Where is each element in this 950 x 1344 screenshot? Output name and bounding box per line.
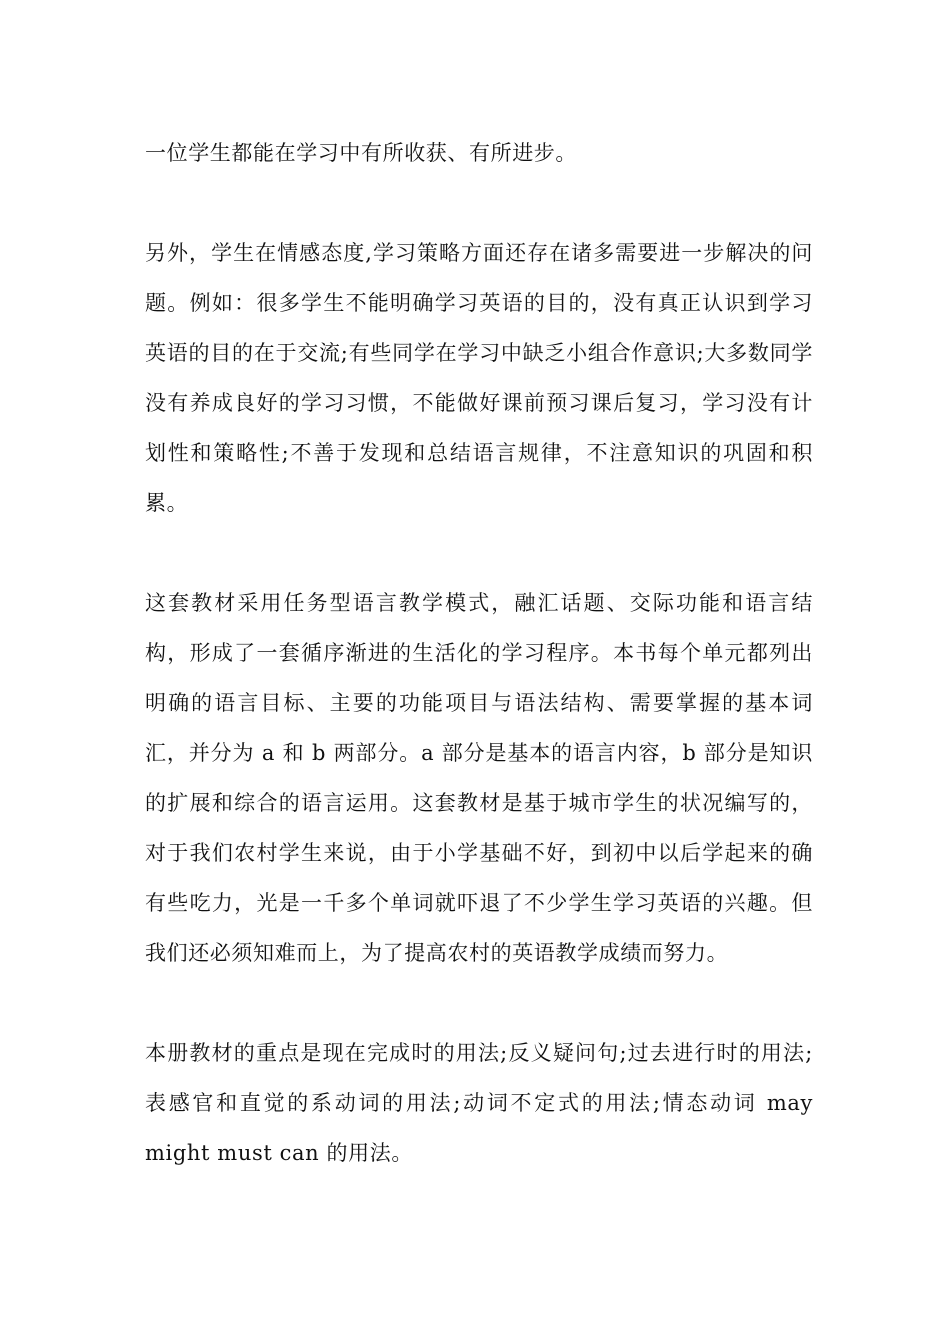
- paragraph-continuation: 一位学生都能在学习中有所收获、有所进步。: [145, 141, 577, 165]
- paragraph-student-attitudes: 另外，学生在情感态度,学习策略方面还存在诸多需要进一步解决的问题。例如：很多学生不能明确学习英语的目的，没有真正认识到学习英语的目的在于交流;有些同学在学习中缺乏小组合作意识;大多数同学没有养成良好的学习习惯，不能做好课前预习课后复习，学习没有计划性和策略性;不善于发现和总结语言规律，不注意知识的巩固和积累。: [145, 241, 813, 515]
- paragraph-textbook-focus: 本册教材的重点是现在完成时的用法;反义疑问句;过去进行时的用法;表感官和直觉的系动词的用法;动词不定式的用法;情态动词 may might must can 的用法。: [145, 1041, 813, 1165]
- paragraph-textbook-overview: 这套教材采用任务型语言教学模式，融汇话题、交际功能和语言结构，形成了一套循序渐进的生活化的学习程序。本书每个单元都列出明确的语言目标、主要的功能项目与语法结构、需要掌握的基本词汇，并分为 a 和 b 两部分。a 部分是基本的语言内容，b 部分是知识的扩展和综合的语言运用。这套教材是基于城市学生的状况编写的，对于我们农村学生来说，由于小学基础不好，到初中以后学起来的确有些吃力，光是一千多个单词就吓退了不少学生学习英语的兴趣。但我们还必须知难而上，为了提高农村的英语教学成绩而努力。: [145, 591, 813, 965]
- document-page: [145, 128, 813, 1178]
